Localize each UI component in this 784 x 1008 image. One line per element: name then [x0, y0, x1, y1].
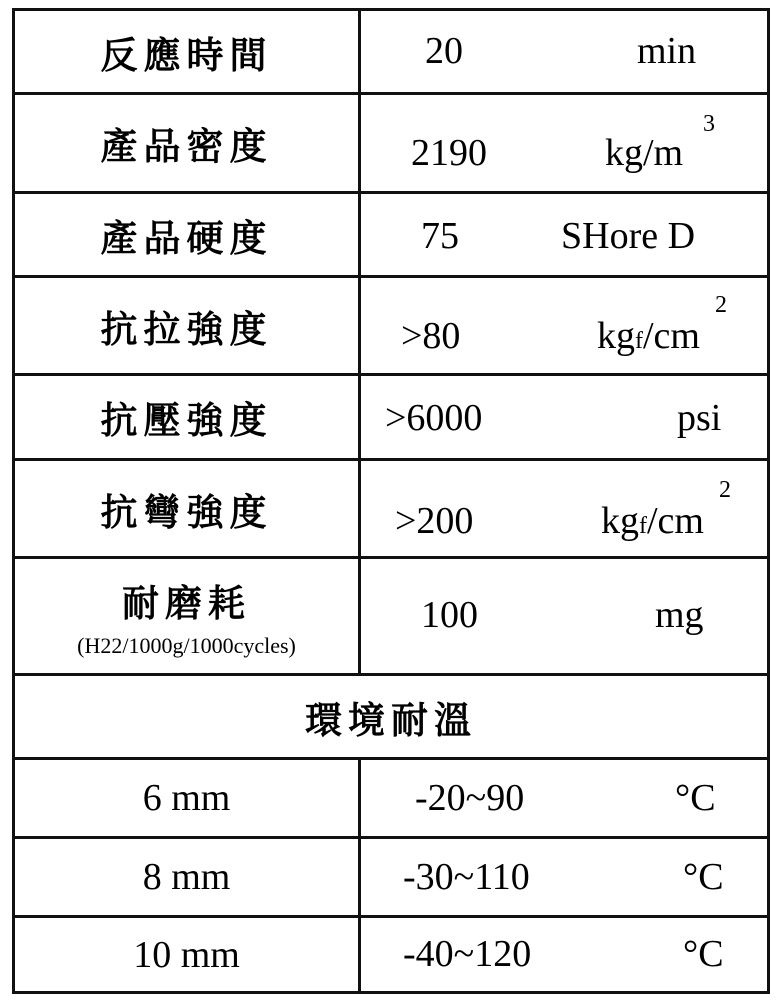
table-row: [15, 194, 767, 278]
property-name-cell: [15, 194, 361, 275]
thickness-label: 8 mm: [142, 856, 231, 898]
property-name: 反應時間: [100, 33, 273, 77]
thickness-cell: [15, 918, 361, 991]
property-unit: mg: [655, 594, 704, 636]
property-value: 75: [421, 215, 459, 257]
thickness-cell: [15, 839, 361, 915]
property-name: 抗壓強度: [100, 399, 273, 442]
property-value-cell: [361, 278, 767, 373]
property-name-cell: [15, 376, 361, 458]
property-value: 100: [421, 594, 478, 636]
unit-superscript: 2: [719, 477, 731, 503]
property-name-cell: [15, 559, 361, 673]
property-unit: SHore D: [561, 215, 696, 257]
property-value: >200: [395, 500, 474, 542]
temperature-unit: °C: [683, 933, 724, 975]
property-value: >6000: [385, 397, 483, 439]
table-row: [15, 760, 767, 839]
table-row: [15, 461, 767, 559]
section-title-cell: [15, 676, 767, 757]
temperature-range: -40~120: [403, 933, 532, 975]
property-name: 產品硬度: [100, 216, 273, 260]
section-title: 環境耐溫: [305, 698, 477, 742]
temperature-unit: °C: [683, 856, 724, 898]
property-unit: psi: [677, 397, 722, 439]
section-header-row: [15, 676, 767, 760]
property-unit: min: [637, 30, 697, 72]
property-name: 抗拉強度: [100, 307, 273, 351]
temperature-range: -30~110: [403, 856, 530, 898]
property-name-cell: [15, 461, 361, 556]
property-name: 產品密度: [100, 125, 273, 168]
spec-table: [12, 8, 770, 994]
property-name: 耐磨耗: [122, 582, 251, 625]
temperature-range: -20~90: [415, 777, 525, 819]
property-unit: kgf/cm: [597, 315, 700, 357]
temperature-cell: [361, 839, 767, 915]
property-name-cell: [15, 278, 361, 373]
table-row: [15, 11, 767, 95]
property-name-cell: [15, 11, 361, 92]
property-name-note: (H22/1000g/1000cycles): [77, 633, 296, 658]
property-value-cell: [361, 11, 767, 92]
thickness-label: 6 mm: [142, 777, 231, 819]
property-value: 20: [425, 30, 463, 72]
property-name-cell: [15, 95, 361, 191]
property-name: 抗彎強度: [100, 490, 273, 534]
property-value-cell: [361, 559, 767, 673]
thickness-label: 10 mm: [133, 933, 240, 976]
property-value: 2190: [411, 132, 487, 174]
temperature-cell: [361, 760, 767, 836]
table-row: [15, 376, 767, 461]
temperature-cell: [361, 918, 767, 991]
property-value: >80: [401, 315, 461, 357]
table-row: [15, 918, 767, 991]
table-row: [15, 559, 767, 676]
table-row: [15, 278, 767, 376]
property-value-cell: [361, 95, 767, 191]
property-value-cell: [361, 461, 767, 556]
unit-superscript: 2: [715, 292, 727, 318]
unit-superscript: 3: [703, 111, 715, 137]
temperature-unit: °C: [675, 777, 716, 819]
property-unit: kgf/cm: [601, 500, 704, 542]
table-row: [15, 95, 767, 194]
table-row: [15, 839, 767, 918]
property-value-cell: [361, 194, 767, 275]
property-unit: kg/m: [605, 132, 684, 174]
property-value-cell: [361, 376, 767, 458]
thickness-cell: [15, 760, 361, 836]
